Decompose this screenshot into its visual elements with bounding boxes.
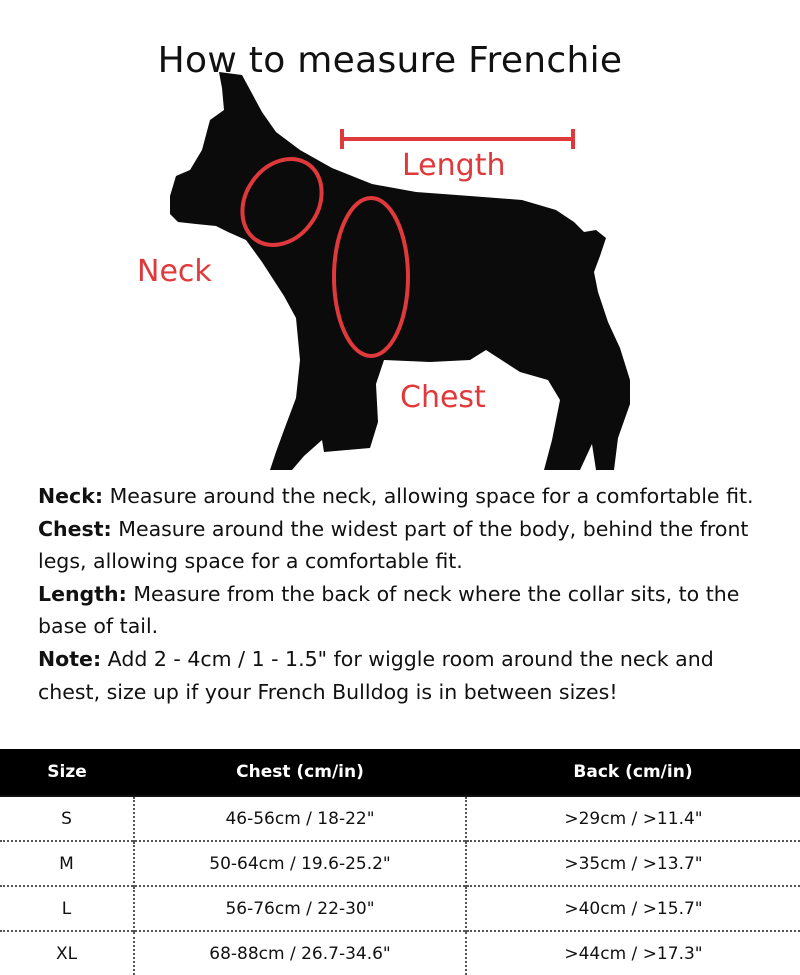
chest-cell: 68-88cm / 26.7-34.6" [134,931,466,975]
instruction-text: Add 2 - 4cm / 1 - 1.5" for wiggle room around the neck and chest, size up if your French Bulldog is in between sizes! [38,646,714,704]
length-measurement-bar [342,129,573,149]
chest-cell: 50-64cm / 19.6-25.2" [134,841,466,886]
back-cell: >35cm / >13.7" [466,841,800,886]
chest-label: Chest [400,380,486,415]
size-cell: L [0,886,134,931]
size-cell: M [0,841,134,886]
table-row [0,931,800,975]
instruction-term: Length: [38,581,127,606]
back-cell: >40cm / >15.7" [466,886,800,931]
table-row [0,886,800,931]
length-instruction [38,578,778,643]
instruction-text: Measure around the widest part of the body, behind the front legs, allowing space for a comfortable fit. [38,516,749,574]
column-header-size: Size [0,749,134,796]
back-cell: >44cm / >17.3" [466,931,800,975]
chest-instruction [38,513,778,578]
table-header-row [0,749,800,796]
instruction-term: Chest: [38,516,112,541]
size-cell: XL [0,931,134,975]
size-cell: S [0,796,134,841]
length-label: Length [402,148,506,183]
column-header-chest: Chest (cm/in) [134,749,466,796]
instruction-term: Neck: [38,484,104,508]
page-title: How to measure Frenchie [157,40,623,82]
instruction-text: Measure around the neck, allowing space for a comfortable fit. [103,484,754,508]
column-header-back: Back (cm/in) [466,749,800,796]
neck-instruction [38,480,778,513]
chest-cell: 56-76cm / 22-30" [134,886,466,931]
measurement-instructions [38,480,778,708]
instruction-term: Note: [38,646,102,671]
neck-label: Neck [137,254,212,289]
size-chart-table [0,749,800,975]
table-row [0,841,800,886]
table-row [0,796,800,841]
back-cell: >29cm / >11.4" [466,796,800,841]
note-instruction [38,643,778,708]
chest-cell: 46-56cm / 18-22" [134,796,466,841]
instruction-text: Measure from the back of neck where the collar sits, to the base of tail. [38,581,740,639]
